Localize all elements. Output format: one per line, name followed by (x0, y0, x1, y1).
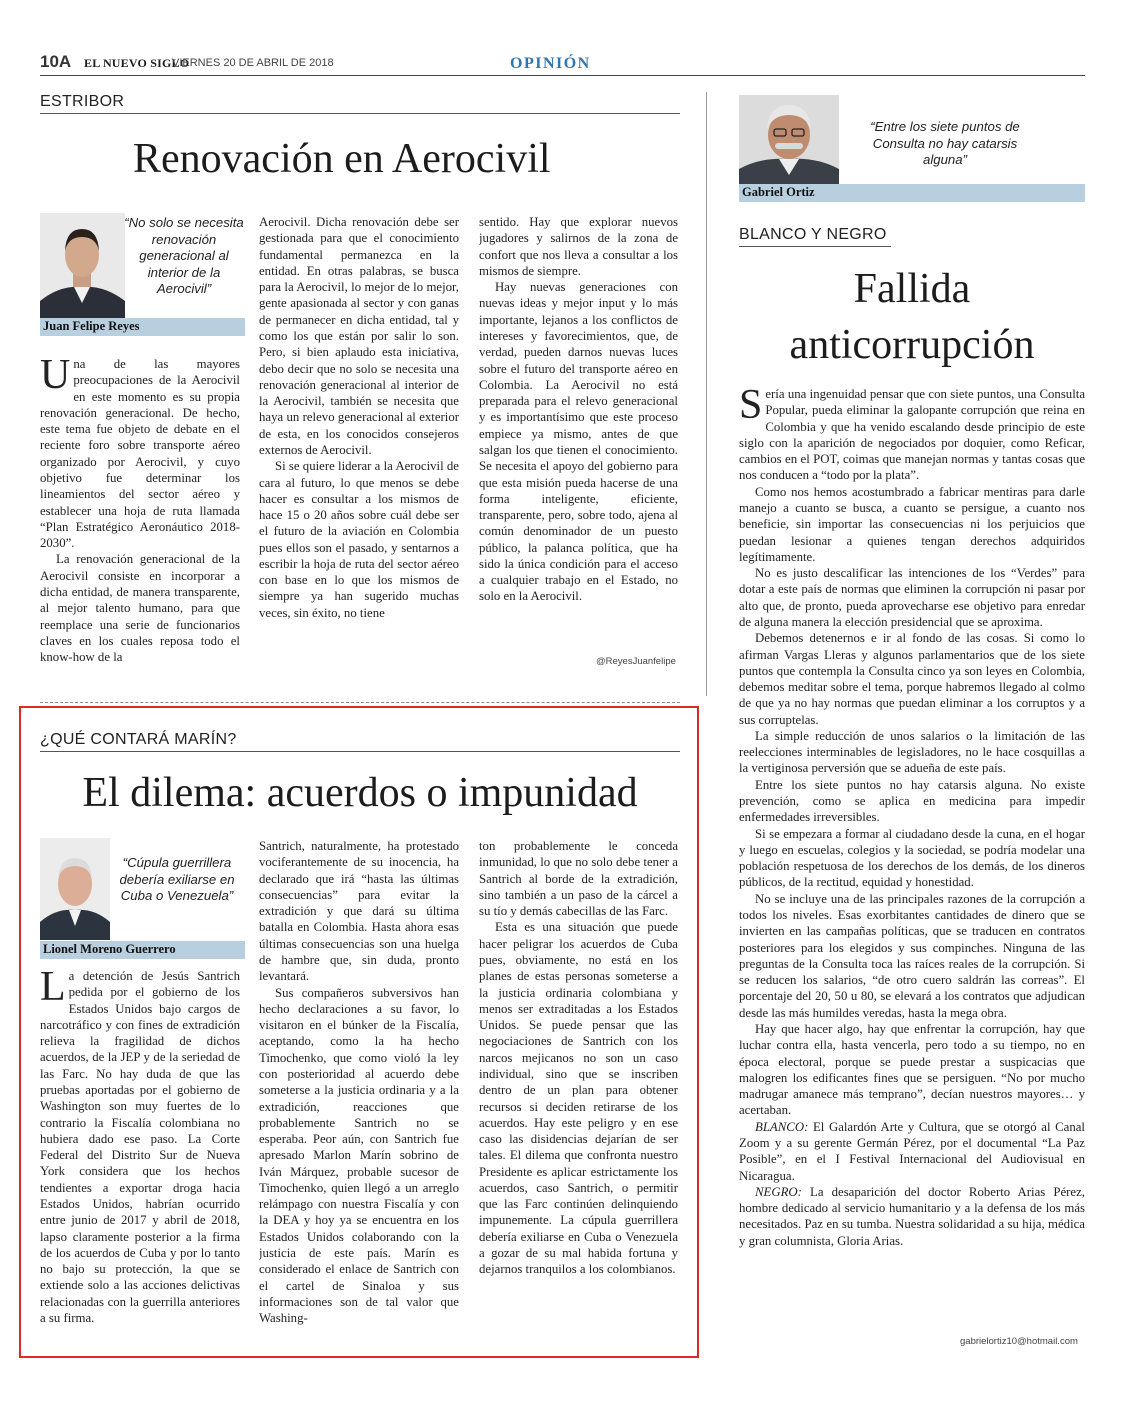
dropcap: L (40, 968, 66, 1010)
kicker-rule (40, 113, 680, 114)
author-photo-moreno (40, 838, 110, 940)
portrait-icon (739, 95, 839, 185)
paragraph: Si se quiere liderar a la Aerocivil de cara al futuro, lo que menos se debe hacer es consultar a los mismos de hace 15 o 20 años sobre cuál debe ser el futuro de la aviación en Colombia pues ellos son el pasado, y sentarnos a escribir la hoja de ruta del sector aéreo con base en lo que los mismos de siempre ya han sugerido muchas veces, sin éxito, no tiene (259, 459, 459, 620)
paragraph: a detención de Jesús Santrich pedida por el gobierno de los Estados Unidos bajo cargos de narcotráfico y con fines de extradición relieva la fragilidad de dichos acuerdos, de la JEP y de la seriedad de las Farc. No hay duda de que las pruebas aportadas por el gobierno de Washington son muy fuertes de lo contrario la Fiscalía colombiana no hubiera dado ese paso. La Corte Federal del Distrito Sur de Nueva York considera que los hechos tendientes a exportar droga hacia Estados Unidos, habrían ocurrido entre junio de 2017 y abril de 2018, lapso claramente posterior a la firma de los acuerdos de Cuba y por lo tanto no bajo su protección, la que se extiende solo a las acciones delictivas relacionadas con la guerrilla anteriores a su firma. (40, 969, 240, 1325)
paragraph: na de las mayores preocupaciones de la Aerocivil en este momento es su propia renovación generacional. De hecho, este tema fue objeto de debate en el reciente foro sobre transporte aéreo organizado por Aerocivil, y cuyo objetivo fue determinar los lineamientos del sector aéreo y establecer una hoja de ruta llamada “Plan Estratégico Aeronáutico 2018-2030”. (40, 357, 240, 551)
pull-quote-estribor: “No solo se necesita renovación generacional al interior de la Aerocivil” (124, 215, 244, 296)
paragraph: No se incluye una de las principales razones de la corrupción a todos los niveles. Esas exorbitantes cantidades de dinero que se invierten en las campañas políticas, que se traducen en contratos posteriores para los elegidos y sus compinches. Ninguna de las preguntas de la Consulta toca las raíces reales de la corrupción. Si se reducen los salarios, “de otro cuero saldrán las correas”. El porcentaje del 20, 50 u 80, se elevará a los contratos que adjudican desde las más humildes veredas, hasta la mega obra. (739, 891, 1085, 1020)
author-signature[interactable]: @ReyesJuanfelipe (596, 656, 676, 667)
paragraph: Debemos detenernos e ir al fondo de las cosas. Si como lo afirman Vargas Lleras y algunos parlamentarios que de los siete puntos que contempla la Consulta cinco ya son leyes en Colombia, debemos meditar sobre el tema, porque habremos llegado al colmo de que ya no hay normas que puedan eliminar a los corruptos y a sus corruptelas. (739, 631, 1085, 727)
article-column-1 (40, 968, 240, 1344)
paragraph: ería una ingenuidad pensar que con siete puntos, una Consulta Popular, pueda eliminar la galopante corrupción que reina en Colombia y que ha venido escalando desde principio de este siglo con la aparición de negociados por doquier, como Reficar, cambios en el POT, coimas que manejan normas y tantas cosas que nos conducen a “todo por la plata”. (739, 387, 1085, 483)
paragraph: La renovación generacional de la Aerocivil consiste en incorporar a dicha entidad, de manera transparente, al mejor talento humano, para que reemplace una serie de funcionarios claves en los cuales reposa todo el know-how de la (40, 552, 240, 665)
kicker-rule (40, 751, 680, 752)
dropcap: S (739, 386, 763, 428)
text-blanco: El Galardón Arte y Cultura, que se otorgó al Canal Zoom y a su gerente Germán Pérez, por el documental “La Paz Posible”, en el I Festival Internacional del Audiovisual en Nicaragua. (739, 1119, 1085, 1183)
author-name-marin: Lionel Moreno Guerrero (40, 941, 245, 959)
kicker-rule (739, 246, 891, 247)
text-negro: La desaparición del doctor Roberto Arias Pérez, hombre dedicado al servicio humanitario y a la defensa de los más necesitados. Paz en su tumba. Nuestra solidaridad a su hija, médica y gran columnista, Gloria Arias. (739, 1184, 1085, 1248)
section-title: OPINIÓN (510, 55, 591, 72)
kicker-estribor: ESTRIBOR (40, 93, 125, 110)
kicker-blanco: BLANCO Y NEGRO (739, 226, 887, 243)
pull-quote-marin: “Cúpula guerrillera debería exiliarse en Cuba o Venezuela” (119, 855, 235, 903)
paragraph: No es justo descalificar las intenciones de los “Verdes” para dotar a este país de normas que eliminen la corrupción ni pasar por alto que, de pronto, pueda aprovecharse ese objetivo para enredar de alguna manera la elección presidencial que se aproxima. (739, 566, 1085, 629)
paragraph: La simple reducción de unos salarios o la limitación de las reelecciones interminables de legisladores, no le hace cosquillas a la vertiginosa perversión que se adueña de este país. (739, 728, 1085, 776)
article-column-3 (479, 214, 678, 642)
headline-estribor: Renovación en Aerocivil (133, 136, 551, 182)
kicker-marin: ¿QUÉ CONTARÁ MARÍN? (40, 731, 237, 748)
headline-blanco-line1: Fallida (853, 266, 971, 312)
paragraph: Hay nuevas generaciones con nuevas ideas y mejor input y lo más importante, lejanos a los conflictos de intereses y favorecimientos, que, de verdad, pueden darnos nuevas luces sobre el futuro del transporte aéreo en Colombia. La Aerocivil no está preparada para el relevo generacional y es importantísimo que este proceso empiece ya mismo, antes de que salgan los que tienen el conocimiento. Se necesita el apoyo del gobierno para que esta misión pueda hacerse de una forma inteligente, eficiente, transparente, pero, sobre todo, ajena al común denominador de un puesto público, la palanca política, que ha sido la única condición para el acceso a cualquier trabajo en el Estado, no solo en la Aerocivil. (479, 280, 678, 604)
paragraph: Santrich, naturalmente, ha protestado vociferantemente de su inocencia, ha declarado que irá “hasta las últimas consecuencias” para evitar la extradición y que dará su última batalla en Colombia. Hasta ahora esas últimas consecuencias son una huelga de hambre que, sin duda, pronto levantará. (259, 839, 459, 984)
label-negro: NEGRO: (755, 1184, 802, 1199)
dropcap: U (40, 356, 71, 398)
column-separator (706, 92, 707, 696)
page-number: 10A (40, 52, 72, 71)
section-divider (40, 702, 680, 703)
author-photo-reyes (40, 213, 125, 319)
author-email[interactable]: gabrielortiz10@hotmail.com (960, 1336, 1078, 1347)
headline-marin: El dilema: acuerdos o impunidad (82, 770, 638, 816)
paragraph: Como nos hemos acostumbrado a fabricar mentiras para darle manejo a cuanto se busca, a cuanto se persigue, a cuanto nos beneficie, sin importar las consecuencias ni los perjuicios que puedan lesionar a quienes tengan derechos adquiridos legítimamente. (739, 484, 1085, 564)
paragraph: ton probablemente le conceda inmunidad, lo que no solo debe tener a Santrich al borde de la extradición, sino también a un paso de la cárcel a su tío y demás cabecillas de las Farc. (479, 839, 678, 919)
article-column-1 (40, 356, 240, 672)
paragraph: Si se empezara a formar al ciudadano desde la cuna, en el hogar y luego en escuelas, colegios y la sociedad, se podría modelar una población respetuosa de los derechos de los demás, de los dineros públicos, de la rectitud, equidad y honestidad. (739, 826, 1085, 890)
portrait-icon (40, 213, 125, 319)
article-column-3 (479, 838, 678, 1344)
paragraph: Esta es una situación que puede hacer peligrar los acuerdos de Cuba pues, obviamente, no está en los planes de estas personas someterse a la justicia ordinaria colombiana y menos ser extraditadas a los Estados Unidos. Se puede pensar que las negociaciones de Santrich con los narcos mejicanos no son un caso individual, sino que se inscriben dentro de un plan para obtener recursos si deciden retirarse de los acuerdos. Hay este peligro y en ese caso las disidencias dejarían de ser tales. El dilema que confronta nuestro Presidente es aplicar estrictamente los acuerdos, caso Santrich, o permitir que las Farc continúen delinquiendo impunemente. La cúpula guerrillera debería exiliarse en Cuba o Venezuela a gozar de su mal habida fortuna y dejarnos tranquilos a los colombianos. (479, 920, 678, 1277)
author-name-estribor: Juan Felipe Reyes (40, 318, 245, 336)
paragraph-negro (739, 1184, 1085, 1249)
article-column-2 (259, 838, 459, 1344)
author-name-blanco: Gabriel Ortiz (739, 184, 1085, 202)
newspaper-name: EL NUEVO SIGLO (84, 56, 190, 70)
issue-date: VIERNES 20 DE ABRIL DE 2018 (172, 57, 334, 69)
paragraph-blanco (739, 1119, 1085, 1184)
headline-blanco-line2: anticorrupción (789, 322, 1035, 368)
author-photo-ortiz (739, 95, 839, 185)
header-rule (40, 75, 1085, 76)
portrait-icon (40, 838, 110, 940)
paragraph: Entre los siete puntos no hay catarsis alguna. No existe prevención, como se aplica en medicina para impedir enfermedades irreversibles. (739, 777, 1085, 825)
paragraph: Sus compañeros subversivos han hecho declaraciones a su favor, lo visitaron en el búnker de la Fiscalía, aceptando, como la ha hecho Timochenko, que como violó la ley con posterioridad al acuerdo debe someterse a la justicia ordinaria y a la extradición, reacciones que probablemente Santrich no se esperaba. Peor aún, con Santrich fue apresado Marlon Marín sobrino de Iván Márquez, probable sucesor de Timochenko, quien llegó a un arreglo relámpago con nuestra Fiscalía y con la DEA y hoy ya se encuentra en los Estados Unidos colaborando con la justicia de este país. Marín es considerado el enlace de Santrich con el cartel de Sinaloa y sus informaciones son de tal valor que Washing- (259, 985, 459, 1326)
article-column-blanco (739, 386, 1085, 1334)
pull-quote-blanco: “Entre los siete puntos de Consulta no hay catarsis alguna” (870, 119, 1020, 167)
paragraph: Aerocivil. Dicha renovación debe ser gestionada para que el conocimiento fundamental permanezca en la entidad. En otras palabras, se busca para la Aerocivil, lo mejor de lo mejor, gente apasionada al sector y con ganas de permanecer en dicha entidad, tal y como los que están por salir lo son. Pero, si bien aplaudo esta iniciativa, debo decir que no solo se necesita una renovación generacional al interior de la Aerocivil, también se necesita que haya un relevo generacional al exterior de esta, en los conocidos consejeros externos de Aerocivil. (259, 215, 459, 457)
paragraph: Hay que hacer algo, hay que enfrentar la corrupción, hay que luchar contra ella, hasta vencerla, pero todo a su tiempo, no en época electoral, porque se puede prestar a suspicacias que malogren los edificantes fines que se persiguen. “No por mucho madrugar amanece más temprano”, decían nuestros mayores… y acertaban. (739, 1021, 1085, 1118)
article-column-2 (259, 214, 459, 672)
label-blanco: BLANCO: (755, 1119, 809, 1134)
paragraph: sentido. Hay que explorar nuevos jugadores y salirnos de la zona de confort que nos lleva a consultar a los mismos de siempre. (479, 215, 678, 278)
